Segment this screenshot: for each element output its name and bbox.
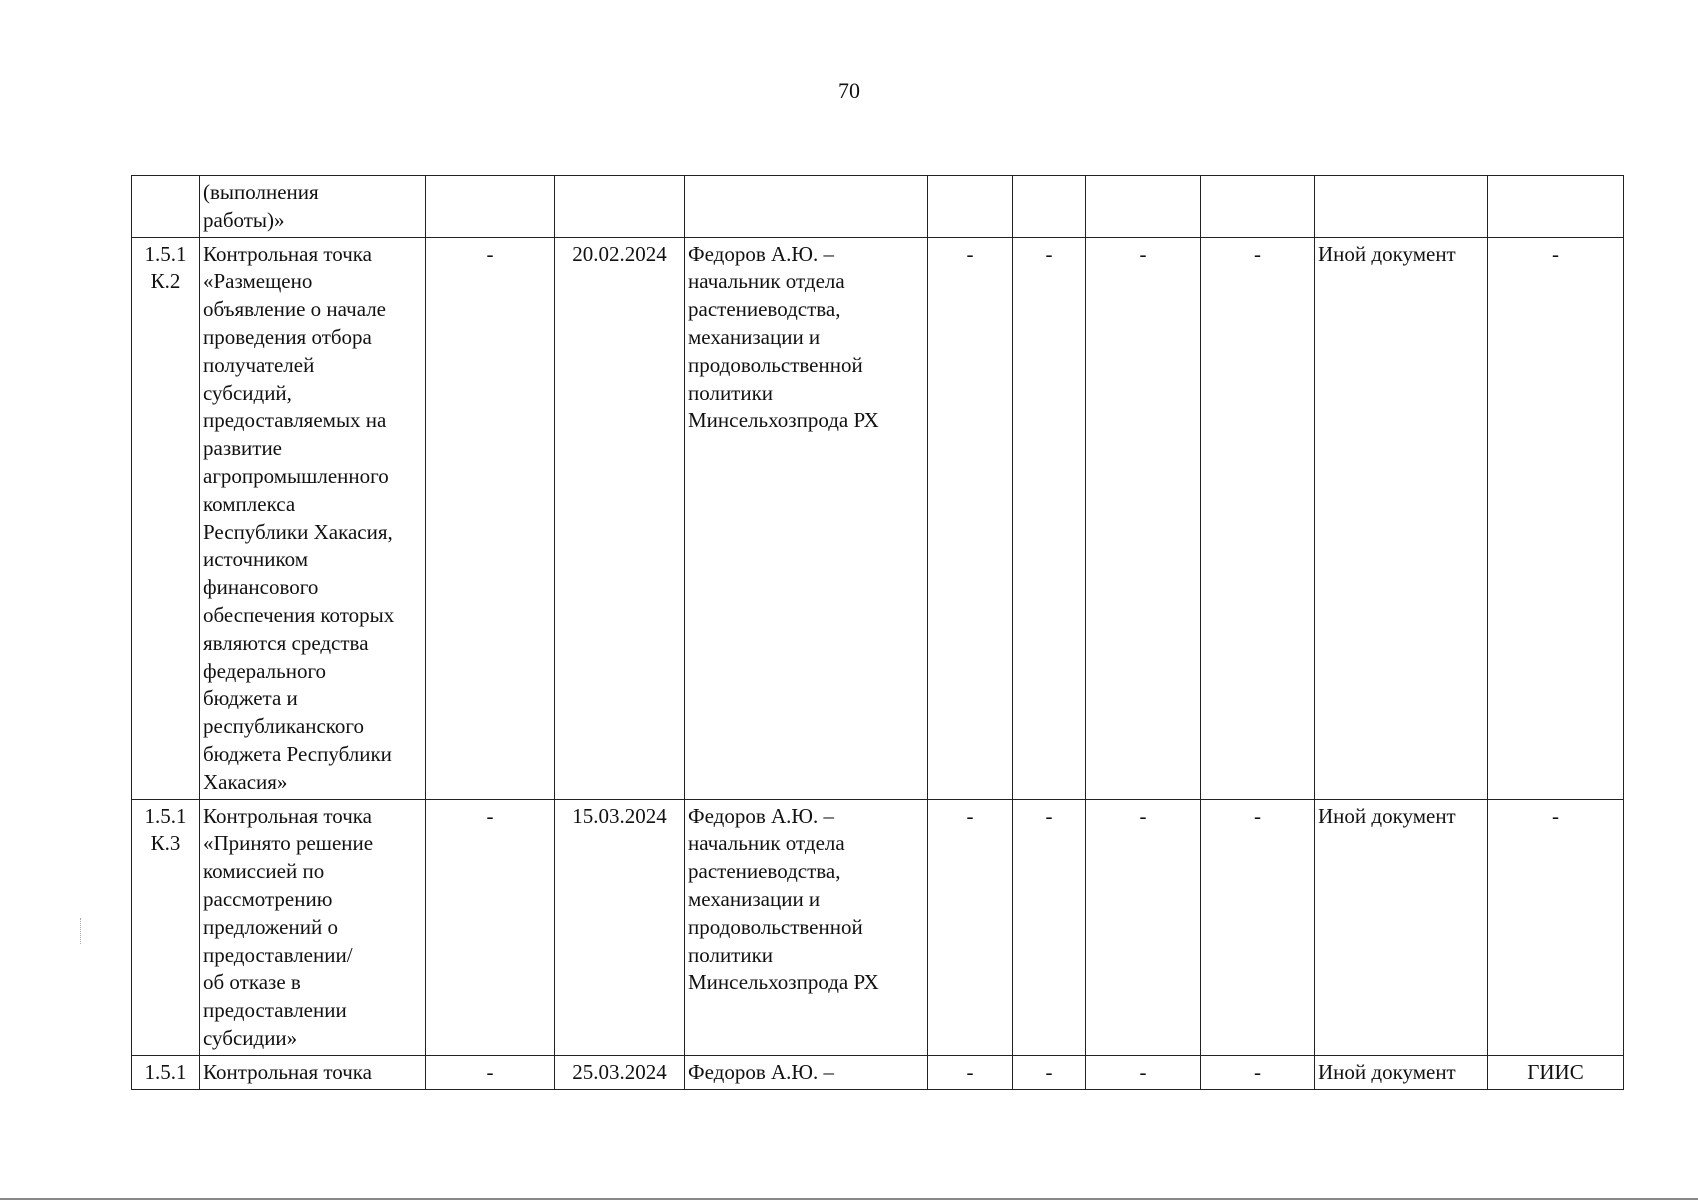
date-cell: 25.03.2024 [555, 1055, 685, 1089]
column-7-cell: - [1013, 237, 1086, 799]
column-6-cell [928, 176, 1013, 238]
column-8-cell: - [1086, 237, 1201, 799]
row-number-cell: 1.5.1 К.2 [132, 237, 200, 799]
column-3-cell: - [426, 1055, 555, 1089]
column-3-cell: - [426, 799, 555, 1055]
column-7-cell: - [1013, 799, 1086, 1055]
control-point-name-cell: Контрольная точка «Принято решение комиссией по рассмотрению предложений о предоставлении/ об отказе в предоставлении субсидии» [200, 799, 426, 1055]
column-6-cell: - [928, 1055, 1013, 1089]
information-system-cell: - [1488, 237, 1624, 799]
table-row [132, 237, 1624, 799]
table-row [132, 799, 1624, 1055]
table-row [132, 1055, 1624, 1089]
document-type-cell: Иной документ [1315, 799, 1488, 1055]
column-6-cell: - [928, 799, 1013, 1055]
column-6-cell: - [928, 237, 1013, 799]
scan-margin-mark [80, 918, 85, 944]
information-system-cell: ГИИС [1488, 1055, 1624, 1089]
column-9-cell: - [1201, 237, 1315, 799]
column-8-cell [1086, 176, 1201, 238]
control-point-name-cell: Контрольная точка [200, 1055, 426, 1089]
control-point-name-cell: (выполнения работы)» [200, 176, 426, 238]
column-3-cell: - [426, 237, 555, 799]
column-9-cell: - [1201, 799, 1315, 1055]
column-7-cell [1013, 176, 1086, 238]
control-points-table [131, 175, 1624, 1090]
document-type-cell: Иной документ [1315, 1055, 1488, 1089]
responsible-cell [685, 176, 928, 238]
column-9-cell [1201, 176, 1315, 238]
row-number-cell [132, 176, 200, 238]
row-number-cell: 1.5.1 [132, 1055, 200, 1089]
information-system-cell: - [1488, 799, 1624, 1055]
responsible-cell: Федоров А.Ю. – начальник отдела растениеводства, механизации и продовольственной политики Минсельхозпрода РХ [685, 237, 928, 799]
responsible-cell: Федоров А.Ю. – [685, 1055, 928, 1089]
column-3-cell [426, 176, 555, 238]
column-8-cell: - [1086, 1055, 1201, 1089]
column-9-cell: - [1201, 1055, 1315, 1089]
column-8-cell: - [1086, 799, 1201, 1055]
date-cell [555, 176, 685, 238]
responsible-cell: Федоров А.Ю. – начальник отдела растениеводства, механизации и продовольственной политики Минсельхозпрода РХ [685, 799, 928, 1055]
row-number-cell: 1.5.1 К.3 [132, 799, 200, 1055]
document-type-cell [1315, 176, 1488, 238]
table-row [132, 176, 1624, 238]
page-number: 70 [838, 78, 860, 103]
date-cell: 20.02.2024 [555, 237, 685, 799]
document-type-cell: Иной документ [1315, 237, 1488, 799]
information-system-cell [1488, 176, 1624, 238]
control-point-name-cell: Контрольная точка «Размещено объявление о начале проведения отбора получателей субсидий, предоставляемых на развитие агропромышленного комплекса Республики Хакасия, источником финансового обеспечения которых являются средства федерального бюджета и республиканского бюджета Республики Хакасия» [200, 237, 426, 799]
column-7-cell: - [1013, 1055, 1086, 1089]
date-cell: 15.03.2024 [555, 799, 685, 1055]
